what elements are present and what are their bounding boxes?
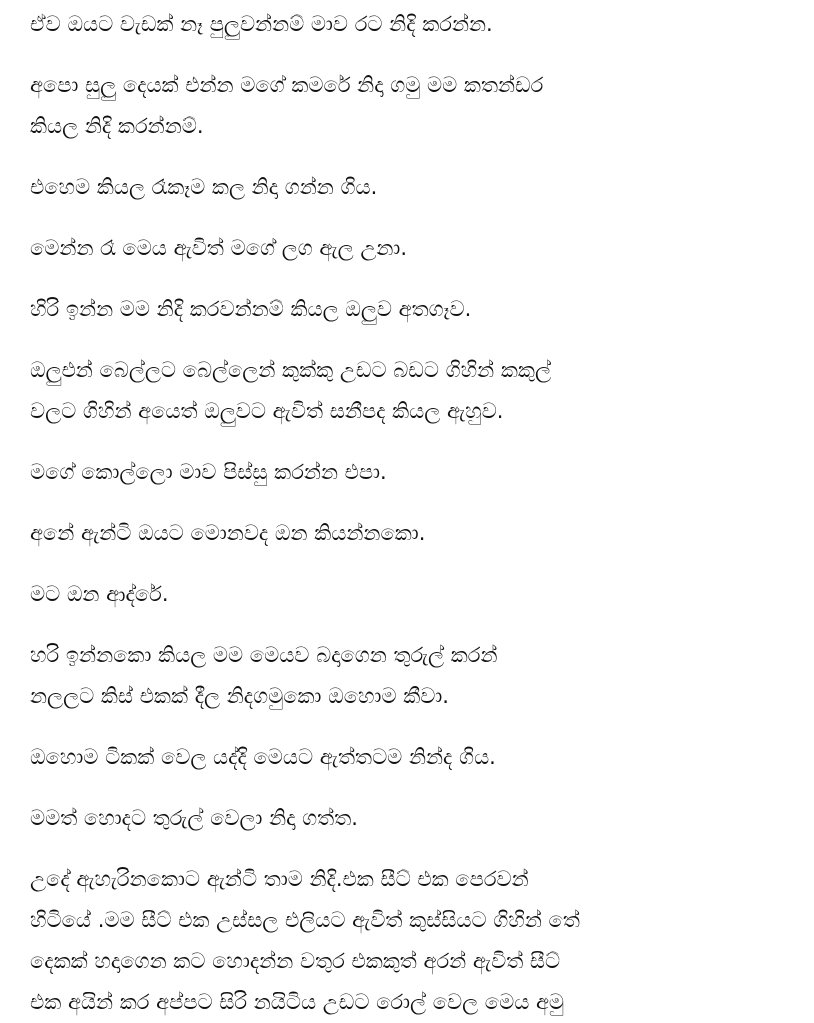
text-line: උදේ ඇහැරිනකොට ඇන්ටි තාම නිදි.එක සීට් එක පෙරවන්	[30, 867, 529, 891]
text-line: ඔහොම ටිකක් වෙල යද්දි මෙයට ඇත්තටම නින්ද ගිය.	[30, 745, 496, 769]
paragraph-12	[30, 798, 786, 839]
paragraph-7	[30, 452, 786, 493]
text-line: නලලට කිස් එකක් දීල නිදගමුකො ඔහොම කීවා.	[30, 684, 449, 708]
text-line: මෙන්න රෑ මෙය ඇවිත් මගේ ලග ඇල උනා.	[30, 236, 408, 260]
text-line: එක අයින් කර අප්පට සිරි නයිටිය උඩට රොල් වෙල මෙය අමු	[30, 990, 565, 1014]
text-line: මමත් හොදට තුරුල් වෙලා නිදා ගත්ත.	[30, 806, 358, 830]
paragraph-9	[30, 574, 786, 615]
text-line: දෙකක් හදාගෙන කට හොදන්න වතුර එකකුත් අරන් ඇවිත් සීට්	[30, 949, 561, 973]
paragraph-1	[30, 4, 786, 45]
text-line: අපො සුලු දෙයක් එන්න මගේ කමරේ නිදා ගමු මම කතන්ඩර	[30, 73, 544, 97]
text-line: හරි ඉන්නකො කියල මම මෙයව බදාගෙන තුරුල් කරන්	[30, 643, 498, 667]
text-line: එහෙම කියල රෑකෑම කල නිදා ගන්න ගිය.	[30, 175, 378, 199]
paragraph-3	[30, 167, 786, 208]
paragraph-8	[30, 513, 786, 554]
text-line: අනේ ඇන්ටි ඔයට මොනවද ඔන කියන්නකො.	[30, 521, 426, 545]
text-line: ඔලුඑන් බෙල්ලට බෙල්ලෙන් කුක්කු උඩට බඩට ගිහින් කකුල්	[30, 358, 551, 382]
text-line: වලට ගිහින් අයෙත් ඔලුවට ඇවිත් සනීපද කියල ඇහුව.	[30, 399, 504, 423]
text-line: ඒව ඔයට වැඩක් නෑ පුලුවන්නම් මාව රට නිදි කරන්න.	[30, 12, 493, 36]
paragraph-4	[30, 228, 786, 269]
paragraph-11	[30, 737, 786, 778]
paragraph-2	[30, 65, 786, 147]
text-line: හිටියේ .මම සීට් එක උස්සල එලියට ඇවිත් කුස්සියට ගිහින් තේ	[30, 908, 580, 932]
paragraph-6	[30, 350, 786, 432]
paragraph-10	[30, 635, 786, 717]
text-line: කියල නිදි කරන්නම්.	[30, 114, 204, 138]
paragraph-5	[30, 289, 786, 330]
paragraph-13	[30, 859, 786, 1023]
text-line: හිරි ඉන්න මම නිදි කරවන්නම් කියල ඔලුව අතගෑව.	[30, 297, 472, 321]
text-line: මගේ කොල්ලො මාව පිස්සු කරන්න එපා.	[30, 460, 387, 484]
text-line: මට ඔන ආද්රේ.	[30, 582, 169, 606]
